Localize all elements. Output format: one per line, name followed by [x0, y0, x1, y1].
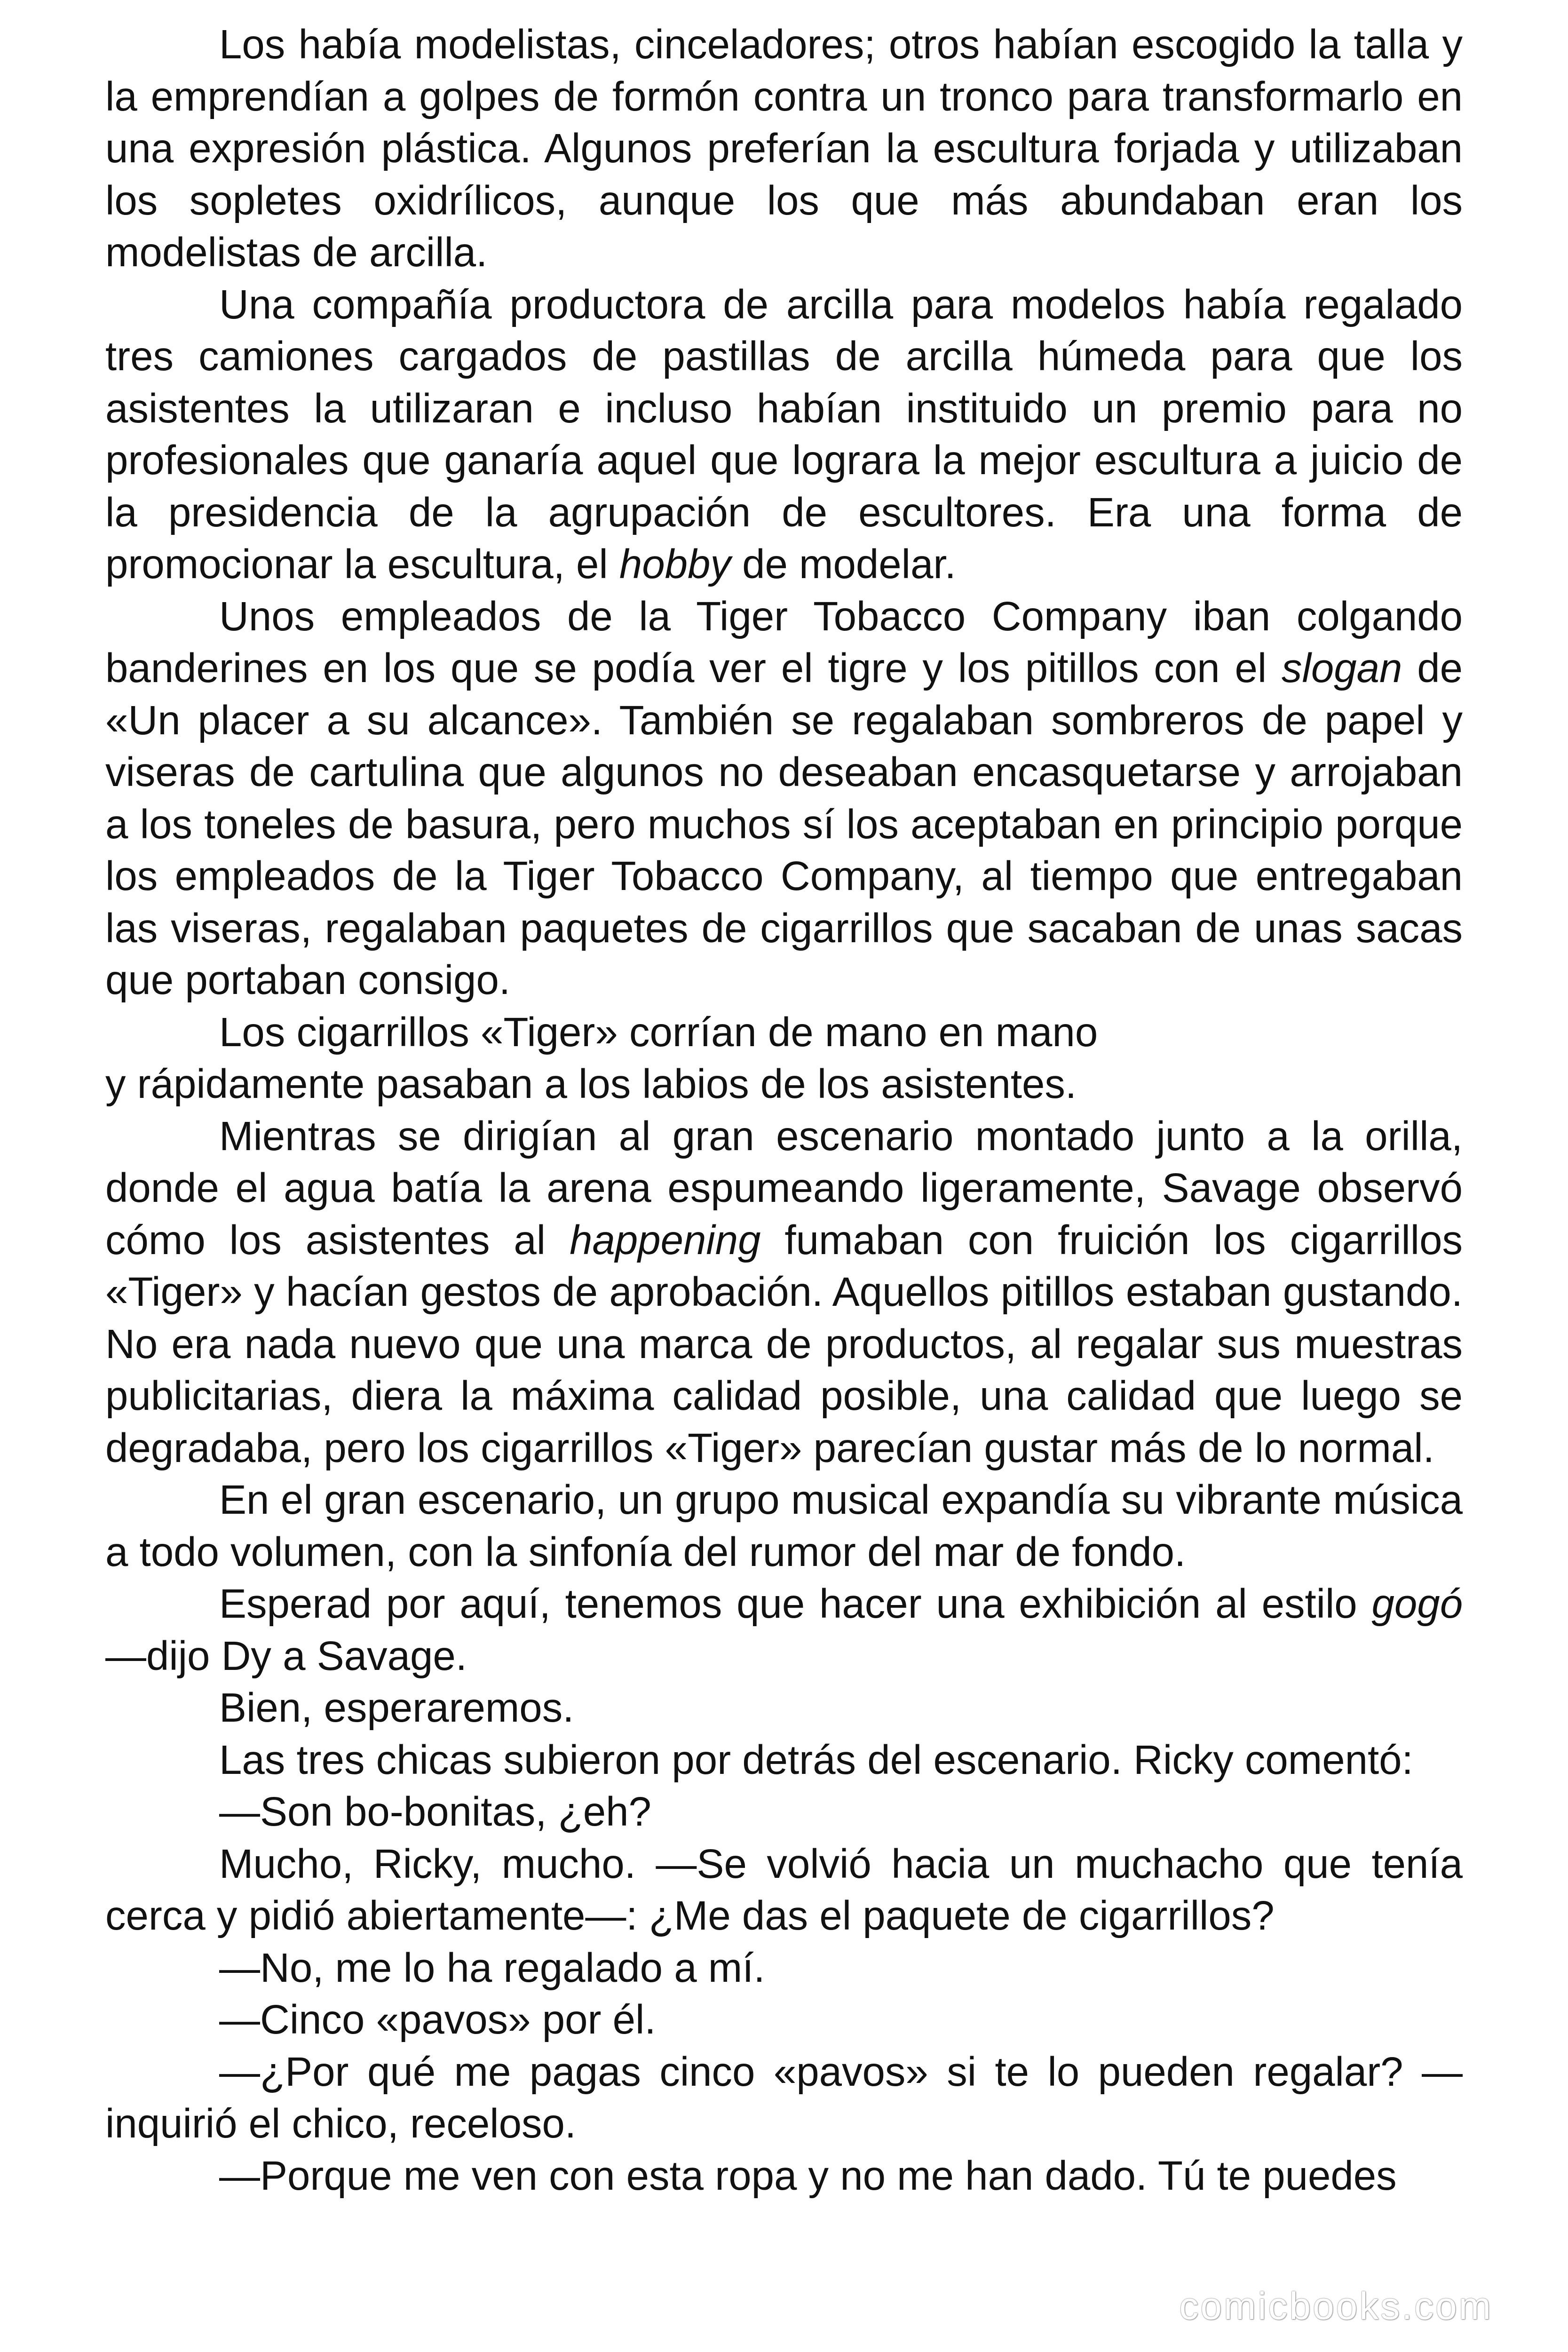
body-text	[105, 19, 1463, 2202]
text-run: Unos empleados de la Tiger Tobacco Company iban colgando banderines en los que se podía ver el tigre y los pitillos con el	[105, 593, 1463, 691]
paragraph	[105, 1578, 1463, 1682]
paragraph	[105, 1838, 1463, 1942]
text-run: —Cinco «pavos» por él.	[219, 1997, 656, 2042]
text-run: Los había modelistas, cinceladores; otros habían escogido la talla y la emprendían a golpes de formón contra un tronco para transformarlo en una expresión plástica. Algunos preferían la escultura forjada y utilizaban los sopletes oxidrílicos, aunque los que más abundaban eran los modelistas de arcilla.	[105, 22, 1463, 275]
paragraph	[105, 1007, 1463, 1111]
paragraph	[105, 591, 1463, 1007]
paragraph	[105, 2150, 1463, 2202]
text-run: —Son bo-bonitas, ¿eh?	[219, 1789, 651, 1835]
text-run: Las tres chicas subieron por detrás del escenario. Ricky comentó:	[219, 1737, 1413, 1783]
text-run: —Porque me ven con esta ropa y no me han dado. Tú te puedes	[219, 2153, 1397, 2199]
text-run: de «Un placer a su alcance». También se regalaban sombreros de papel y viseras de cartulina que algunos no deseaban encasquetarse y arrojaban a los toneles de basura, pero muchos sí los aceptaban en principio porque los empleados de la Tiger Tobacco Company, al tiempo que entregaban las viseras, regalaban paquetes de cigarrillos que sacaban de unas sacas que portaban consigo.	[105, 645, 1463, 1003]
paragraph	[105, 2046, 1463, 2150]
text-run: —dijo Dy a Savage.	[105, 1633, 467, 1679]
paragraph	[105, 1682, 1463, 1734]
italic-text: hobby	[619, 541, 731, 587]
text-run: Esperad por aquí, tenemos que hacer una exhibición al estilo	[219, 1581, 1372, 1627]
text-run: Bien, esperaremos.	[219, 1685, 574, 1731]
paragraph	[105, 1942, 1463, 1994]
italic-text: happening	[570, 1217, 761, 1263]
paragraph	[105, 279, 1463, 591]
paragraph	[105, 1111, 1463, 1475]
text-run: Mientras se dirigían al gran escenario montado junto a la orilla, donde el agua batía la arena espumeando ligeramente, Savage observó cómo los asistentes al	[105, 1113, 1463, 1263]
paragraph	[105, 19, 1463, 279]
paragraph	[105, 1786, 1463, 1838]
paragraph	[105, 1474, 1463, 1578]
paragraph	[105, 1994, 1463, 2046]
italic-text: gogó	[1371, 1581, 1463, 1627]
text-run: Una compañía productora de arcilla para modelos había regalado tres camiones cargados de pastillas de arcilla húmeda para que los asistentes la utilizaran e incluso habían instituido un premio para no profesionales que ganaría aquel que lograra la mejor escultura a juicio de la presidencia de la agrupación de escultores. Era una forma de promocionar la escultura, el	[105, 281, 1463, 587]
text-run: En el gran escenario, un grupo musical expandía su vibrante música a todo volumen, con la sinfonía del rumor del mar de fondo.	[105, 1477, 1463, 1575]
italic-text: slogan	[1282, 645, 1402, 691]
paragraph	[105, 1734, 1463, 1787]
text-run: Los cigarrillos «Tiger» corrían de mano en mano	[219, 1009, 1098, 1055]
text-run: fumaban con fruición los cigarrillos «Tiger» y hacían gestos de aprobación. Aquellos pitillos estaban gustando. No era nada nuevo que una marca de productos, al regalar sus muestras publicitarias, diera la máxima calidad posible, una calidad que luego se degradaba, pero los cigarrillos «Tiger» parecían gustar más de lo normal.	[105, 1217, 1463, 1471]
text-run: —¿Por qué me pagas cinco «pavos» si te lo pueden regalar? —inquirió el chico, receloso.	[105, 2049, 1463, 2146]
text-run: de modelar.	[730, 541, 956, 587]
watermark: comicbooks.com	[1179, 2285, 1493, 2328]
text-run: y rápidamente pasaban a los labios de los asistentes.	[105, 1061, 1077, 1107]
text-run: —No, me lo ha regalado a mí.	[219, 1945, 765, 1991]
document-page	[105, 19, 1463, 2202]
text-run: Mucho, Ricky, mucho. —Se volvió hacia un muchacho que tenía cerca y pidió abiertamente—: ¿Me das el paquete de cigarrillos?	[105, 1841, 1463, 1939]
